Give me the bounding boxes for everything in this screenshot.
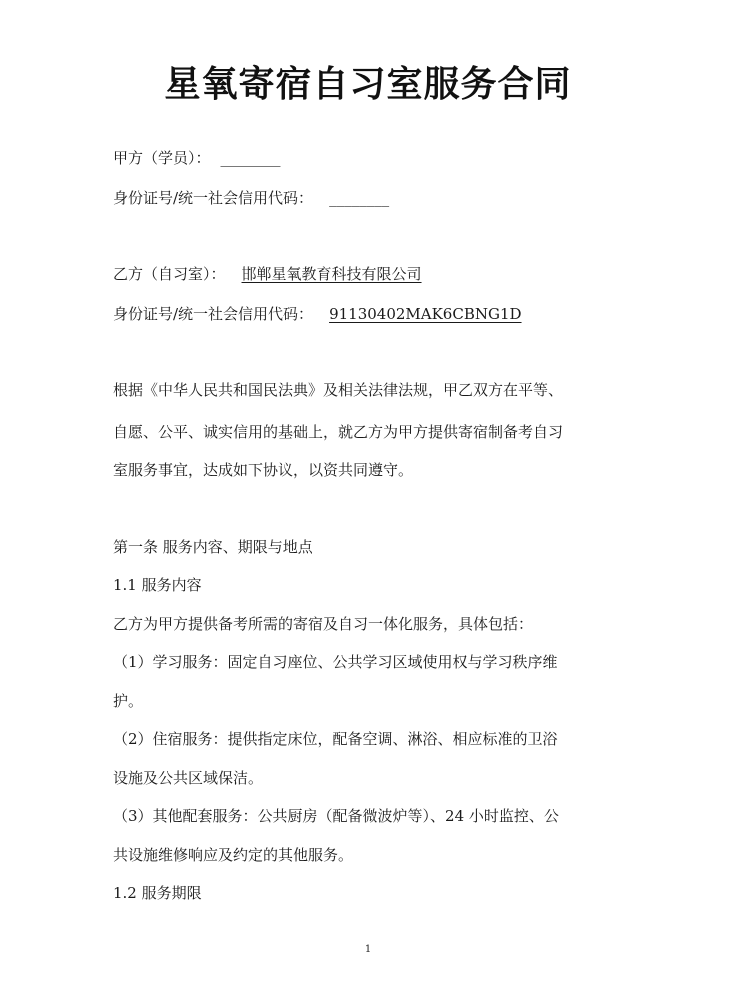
- list-item-line: 护。: [113, 692, 144, 710]
- list-item-line: 设施及公共区域保洁。: [113, 769, 264, 787]
- list-item-line: （1）学习服务：固定自习座位、公共学习区域使用权与学习秩序维: [113, 653, 558, 671]
- party-a-id-value: ________: [329, 189, 390, 207]
- party-b-id-label: 身份证号/统一社会信用代码：: [113, 305, 314, 323]
- party-b-line: [113, 264, 422, 284]
- party-b-id-line: [113, 304, 522, 324]
- document-title: 星氧寄宿自习室服务合同: [164, 64, 572, 105]
- party-b-label: 乙方（自习室）：: [113, 265, 226, 283]
- party-b-name-value: 邯郸星氧教育科技有限公司: [241, 265, 422, 283]
- party-a-name-value: ________: [220, 149, 281, 167]
- list-item-line: （3）其他配套服务：公共厨房（配备微波炉等）、24 小时监控、公: [113, 807, 559, 825]
- preamble-line: 室服务事宜，达成如下协议，以资共同遵守。: [113, 461, 414, 479]
- section-heading: 1.2 服务期限: [113, 884, 202, 902]
- preamble-line: 根据《中华人民共和国民法典》及相关法律法规，甲乙双方在平等、: [113, 381, 564, 399]
- section-intro: 乙方为甲方提供备考所需的寄宿及自习一体化服务，具体包括：: [113, 615, 534, 633]
- party-a-id-label: 身份证号/统一社会信用代码：: [113, 189, 314, 207]
- party-a-line: [113, 148, 281, 168]
- preamble-line: 自愿、公平、诚实信用的基础上，就乙方为甲方提供寄宿制备考自习: [113, 423, 564, 441]
- party-a-label: 甲方（学员）：: [113, 149, 211, 167]
- party-a-id-line: [113, 188, 389, 208]
- article-heading: 第一条 服务内容、期限与地点: [113, 538, 313, 556]
- list-item-line: 共设施维修响应及约定的其他服务。: [113, 846, 354, 864]
- page-number: 1: [364, 944, 372, 955]
- section-heading: 1.1 服务内容: [113, 576, 202, 594]
- list-item-line: （2）住宿服务：提供指定床位，配备空调、淋浴、相应标准的卫浴: [113, 730, 558, 748]
- party-b-id-value: 91130402MAK6CBNG1D: [329, 305, 522, 323]
